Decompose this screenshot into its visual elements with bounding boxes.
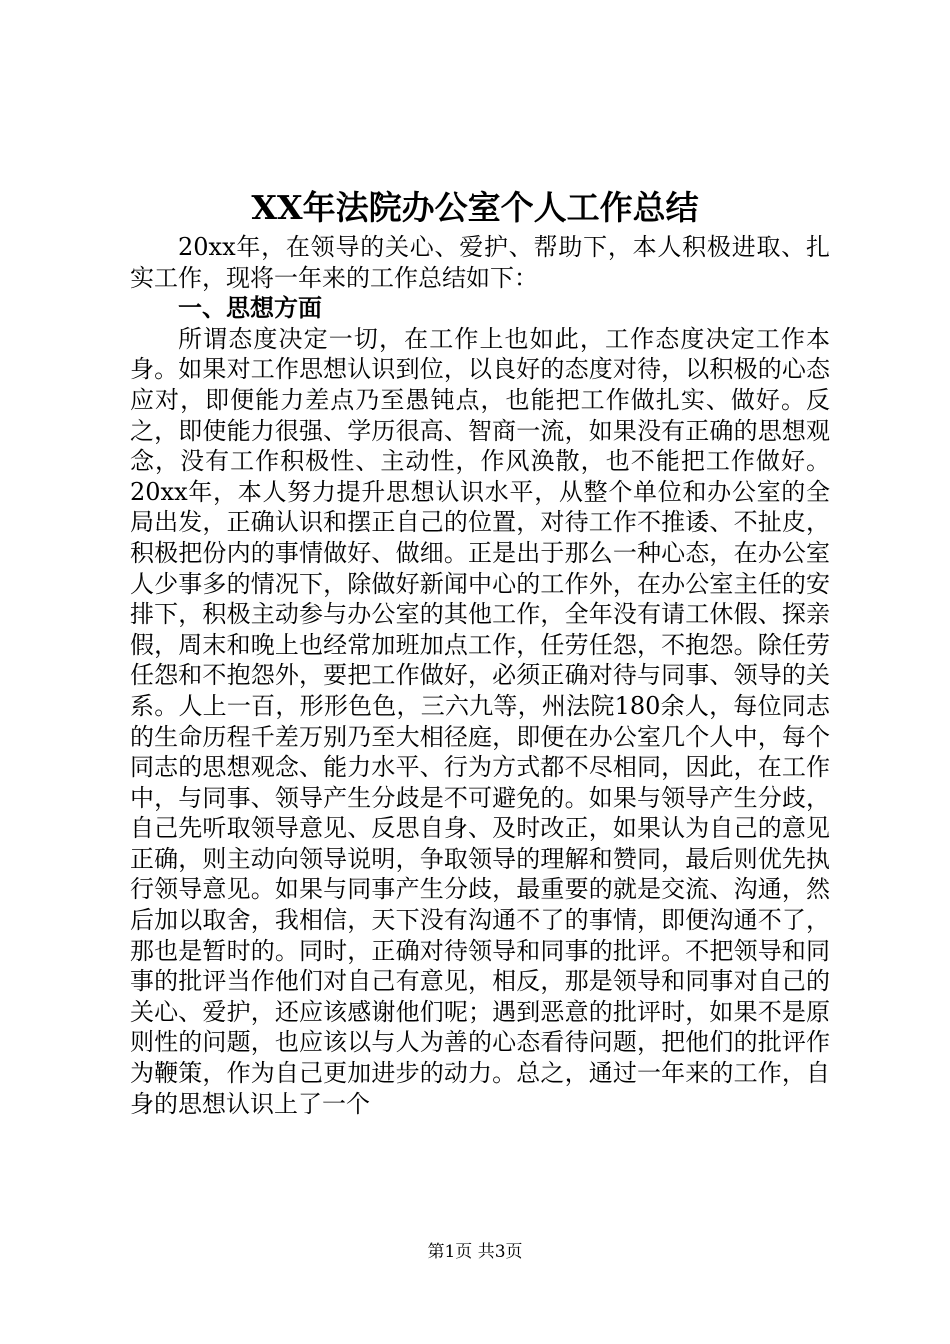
document-title: XX年法院办公室个人工作总结 xyxy=(251,188,699,227)
document-body xyxy=(130,232,830,1119)
section-heading: 一、思想方面 xyxy=(178,294,322,323)
section-paragraph: 所谓态度决定一切，在工作上也如此，工作态度决定工作本身。如果对工作思想认识到位，以良好的态度对待，以积极的心态应对，即便能力差点乃至愚钝点，也能把工作做扎实、做好。反之，即使能力很强、学历很高、智商一流，如果没有正确的思想观念，没有工作积极性、主动性，作风涣散，也不能把工作做好。20xx年，本人努力提升思想认识水平，从整个单位和办公室的全局出发，正确认识和摆正自己的位置，对待工作不推诿、不扯皮，积极把份内的事情做好、做细。正是出于那么一种心态，在办公室人少事多的情况下，除做好新闻中心的工作外，在办公室主任的安排下，积极主动参与办公室的其他工作，全年没有请工休假、探亲假，周末和晚上也经常加班加点工作，任劳任怨，不抱怨。除任劳任怨和不抱怨外，要把工作做好，必须正确对待与同事、领导的关系。人上一百，形形色色，三六九等，州法院180余人，每位同志的生命历程千差万别乃至大相径庭，即便在办公室几个人中，每个同志的思想观念、能力水平、行为方式都不尽相同，因此，在工作中，与同事、领导产生分歧是不可避免的。如果与领导产生分歧，自己先听取领导意见、反思自身、及时改正，如果认为自己的意见正确，则主动向领导说明，争取领导的理解和赞同，最后则优先执行领导意见。如果与同事产生分歧，最重要的就是交流、沟通，然后加以取舍，我相信，天下没有沟通不了的事情，即便沟通不了，那也是暂时的。同时，正确对待领导和同事的批评。不把领导和同事的批评当作他们对自己有意见，相反，那是领导和同事对自己的关心、爱护，还应该感谢他们呢；遇到恶意的批评时，如果不是原则性的问题，也应该以与人为善的心态看待问题，把他们的批评作为鞭策，作为自己更加进步的动力。总之，通过一年来的工作，自身的思想认识上了一个 xyxy=(130,324,830,1118)
page-footer: 第1页 共3页 xyxy=(427,1242,523,1262)
intro-paragraph: 20xx年，在领导的关心、爱护、帮助下，本人积极进取、扎实工作，现将一年来的工作总结如下： xyxy=(130,233,830,292)
